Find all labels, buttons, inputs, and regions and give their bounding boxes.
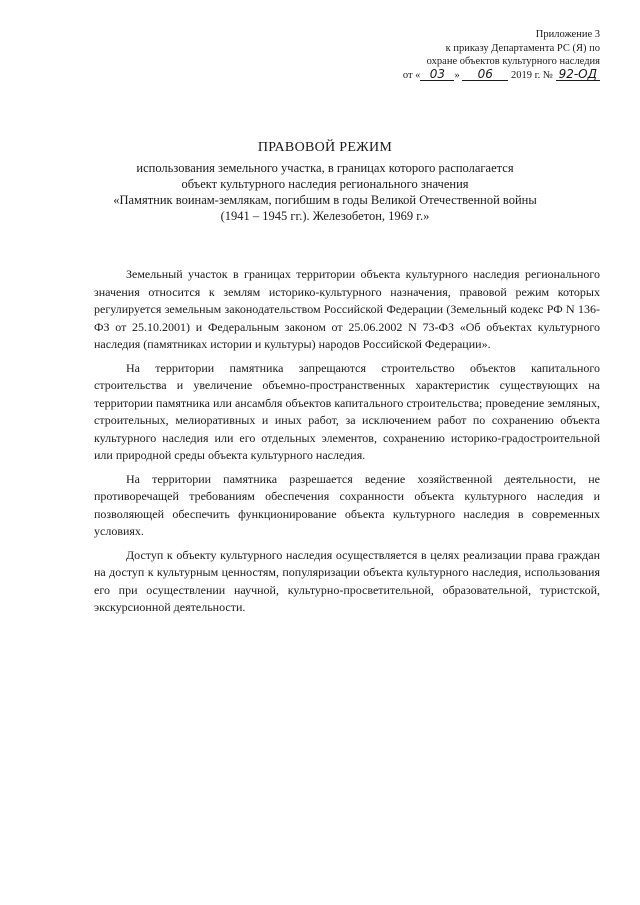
handwritten-month: 06 bbox=[462, 69, 508, 81]
document-body bbox=[94, 266, 600, 623]
date-year: 2019 г. № bbox=[510, 69, 553, 81]
title-subline-2: объект культурного наследия регионального значения bbox=[181, 177, 469, 191]
paragraph-permissions: На территории памятника разрешается ведение хозяйственной деятельности, не противоречащей требованиям обеспечения сохранности объекта культурного наследия и позволяющей обеспечить функционирование объекта культурного наследия в современных условиях. bbox=[94, 471, 600, 538]
appendix-department: охране объектов культурного наследия bbox=[426, 56, 600, 67]
title-subline-4: (1941 – 1945 гг.). Железобетон, 1969 г.» bbox=[220, 209, 430, 223]
date-prefix: от « bbox=[402, 69, 421, 81]
title-subline-1: использования земельного участка, в границах которого располагается bbox=[136, 161, 514, 175]
paragraph-access: Доступ к объекту культурного наследия осуществляется в целях реализации права граждан на доступ к культурным ценностям, популяризации объекта культурного наследия, использования его при осуществлении научной, культурно-просветительной, образовательной, туристской, экскурсионной деятельности. bbox=[94, 547, 600, 614]
appendix-header bbox=[370, 28, 600, 82]
appendix-date-line bbox=[370, 66, 600, 83]
appendix-title: Приложение 3 bbox=[535, 29, 600, 40]
paragraph-prohibitions: На территории памятника запрещаются строительство объектов капитального строительства и увеличение объемно-пространственных характеристик существующих на территории памятника или ансамбля объектов капитального строительства; проведение земляных, строительных, мелиоративных и иных работ, за исключением работ по сохранению объекта культурного наследия или его отдельных элементов, сохранению историко-градостроительной или природной среды объекта культурного наследия. bbox=[94, 360, 600, 462]
handwritten-order-number: 92-ОД bbox=[556, 69, 600, 81]
document-title: ПРАВОВОЙ РЕЖИМ bbox=[257, 140, 393, 155]
paragraph-land-status: Земельный участок в границах территории объекта культурного наследия регионального значения относится к землям историко-культурного назначения, правовой режим которых регулируется земельным законодательством Российской Федерации (Земельный кодекс РФ N 136-ФЗ от 25.10.2001) и Федеральным законом от 25.06.2002 N 73-ФЗ «Об объектах культурного наследия (памятниках истории и культуры) народов Российской Федерации». bbox=[94, 267, 600, 351]
document-title-block bbox=[90, 140, 560, 224]
date-quote: » bbox=[454, 69, 460, 81]
appendix-order-ref: к приказу Департамента РС (Я) по bbox=[445, 42, 600, 54]
title-subline-3: «Памятник воинам-землякам, погибшим в годы Великой Отечественной войны bbox=[113, 193, 537, 207]
handwritten-day: 03 bbox=[420, 69, 454, 81]
